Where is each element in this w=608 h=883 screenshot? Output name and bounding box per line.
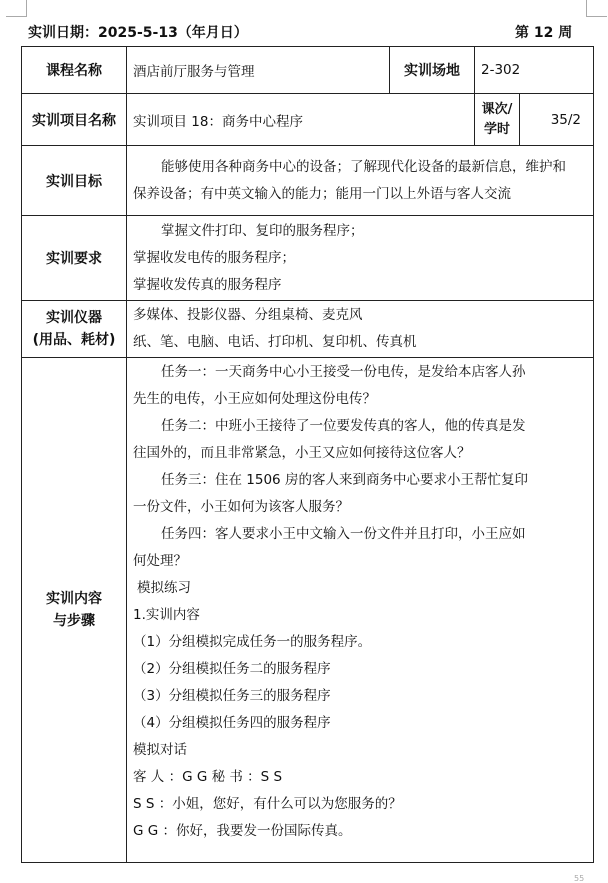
session-label-line: 课次/ — [481, 101, 513, 117]
content-line: 模拟练习 — [137, 580, 191, 596]
requirement-line: 掌握收发电传的服务程序； — [133, 249, 295, 266]
content-line: 模拟对话 — [133, 742, 187, 758]
equipment-line: 多媒体、投影仪器、分组桌椅、麦克风 — [133, 307, 363, 323]
content-line: 何处理？ — [133, 553, 187, 569]
goal-line: 保养设备；有中英文输入的能力；能用一门以上外语与客人交流 — [133, 185, 511, 202]
session-value: 35/2 — [520, 94, 594, 146]
content-line: 先生的电传，小王应如何处理这份电传？ — [133, 391, 376, 407]
content-line: 任务一：一天商务中心小王接受一份电传，是发给本店客人孙 — [161, 364, 526, 380]
content-row — [22, 358, 594, 863]
equipment-value — [127, 301, 594, 358]
content-line: 任务三：住在 1506 房的客人来到商务中心要求小王帮忙复印 — [161, 472, 528, 488]
goal-value — [127, 146, 594, 216]
project-row — [22, 94, 594, 146]
requirement-line: 掌握文件打印、复印的服务程序； — [161, 222, 364, 239]
equipment-label-line: 实训仪器 — [46, 310, 102, 326]
session-label-line: 学时 — [483, 121, 510, 137]
project-name-value: 实训项目 18：商务中心程序 — [127, 94, 475, 146]
content-line: （3）分组模拟任务三的服务程序 — [133, 688, 331, 704]
goal-label: 实训目标 — [22, 146, 127, 216]
goal-line: 能够使用各种商务中心的设备；了解现代化设备的最新信息，维护和 — [161, 158, 566, 175]
training-record-table — [21, 46, 594, 863]
page-number: 55 — [574, 874, 585, 883]
week-number: 第 12 周 — [515, 25, 573, 41]
content-line: 任务二：中班小王接待了一位要发传真的客人，他的传真是发 — [161, 418, 526, 434]
content-line: 任务四：客人要求小王中文输入一份文件并且打印，小王应如 — [161, 526, 526, 542]
requirement-value — [127, 216, 594, 301]
content-line: S S ：小姐，您好，有什么可以为您服务的？ — [133, 796, 402, 812]
equipment-label-line: (用品、耗材) — [32, 332, 116, 348]
content-line: 1.实训内容 — [133, 607, 200, 623]
page-corner-mark — [586, 0, 607, 17]
content-line: （1）分组模拟完成任务一的服务程序。 — [133, 634, 372, 650]
equipment-label — [22, 301, 127, 358]
requirement-label: 实训要求 — [22, 216, 127, 301]
course-row — [22, 47, 594, 94]
page-corner-mark — [6, 0, 27, 17]
training-date: 实训日期：2025-5-13（年月日） — [28, 25, 248, 41]
content-line: G G ：你好，我要发一份国际传真。 — [133, 823, 352, 839]
content-line: 客 人 ：G G 秘 书 ：S S — [133, 769, 283, 785]
equipment-row — [22, 301, 594, 358]
content-label — [22, 358, 127, 863]
requirement-line: 掌握收发传真的服务程序 — [133, 276, 282, 293]
requirement-row — [22, 216, 594, 301]
content-value — [127, 358, 594, 863]
content-label-line: 与步骤 — [53, 613, 95, 629]
course-name-value: 酒店前厅服务与管理 — [127, 47, 390, 94]
venue-value: 2-302 — [475, 47, 594, 94]
content-line: （2）分组模拟任务二的服务程序 — [133, 661, 331, 677]
course-name-label: 课程名称 — [22, 47, 127, 94]
content-line: （4）分组模拟任务四的服务程序 — [133, 715, 331, 731]
equipment-line: 纸、笔、电脑、电话、打印机、复印机、传真机 — [133, 334, 417, 350]
session-label — [475, 94, 520, 146]
goal-row — [22, 146, 594, 216]
content-label-line: 实训内容 — [46, 591, 102, 607]
content-line: 一份文件，小王如何为该客人服务？ — [133, 499, 349, 515]
content-line: 往国外的，而且非常紧急，小王又应如何接待这位客人？ — [133, 445, 471, 461]
venue-label: 实训场地 — [390, 47, 475, 94]
project-name-label: 实训项目名称 — [22, 94, 127, 146]
